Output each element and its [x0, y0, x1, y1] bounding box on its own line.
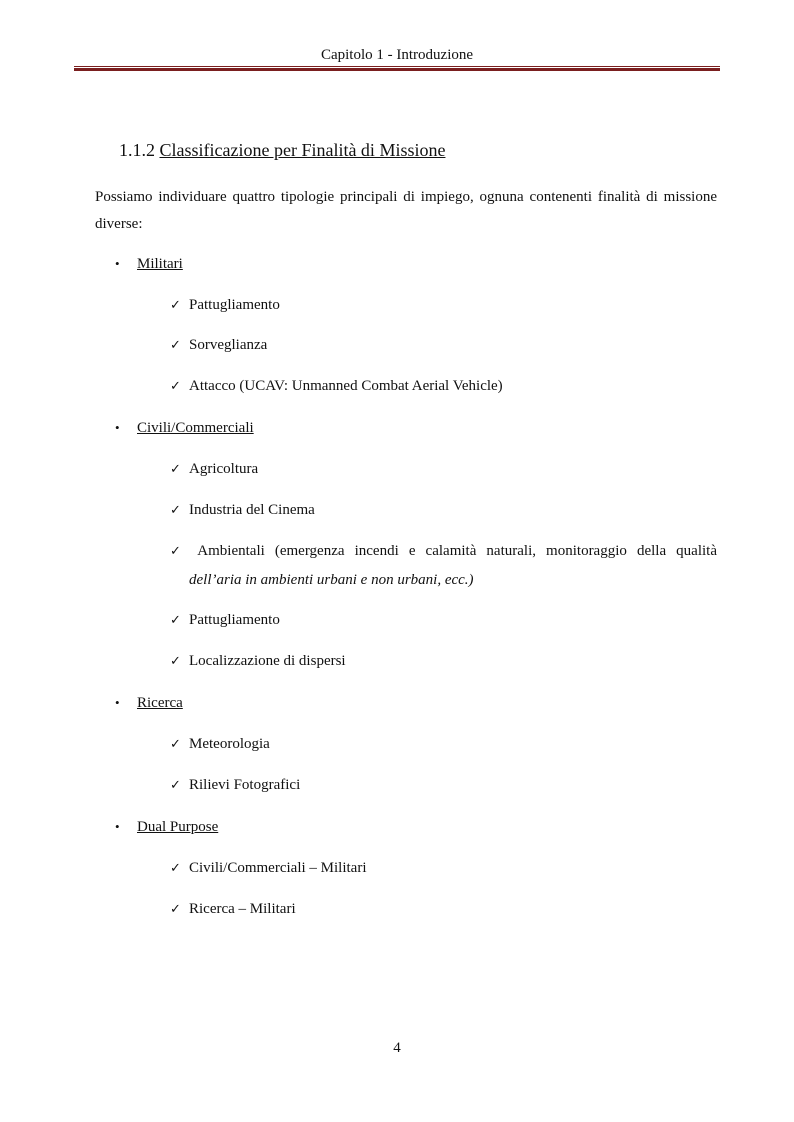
list-item: ✓ Industria del Cinema: [170, 502, 315, 518]
check-icon: ✓: [170, 544, 188, 559]
category-civili-commerciali: [115, 420, 254, 437]
check-icon: ✓: [170, 902, 181, 917]
check-icon: ✓: [170, 379, 181, 394]
category-dual-purpose: [115, 819, 218, 836]
bullet-icon: •: [115, 695, 120, 710]
list-item-ambientali: ✓ Ambientali (emergenza incendi e calamità naturali, monitoraggio della qualità dell’aria in ambienti urbani e non urbani, ecc.): [170, 543, 717, 588]
header-rule-thick: [74, 68, 720, 71]
check-icon: ✓: [170, 462, 181, 477]
list-item: ✓ Agricoltura: [170, 461, 259, 477]
list-item: ✓ Meteorologia: [170, 736, 270, 752]
check-icon: ✓: [170, 737, 181, 752]
list-item: ✓ Pattugliamento: [170, 612, 280, 628]
bullet-icon: •: [115, 256, 120, 271]
category-label: Civili/Commerciali: [137, 420, 254, 436]
check-icon: ✓: [170, 338, 181, 353]
list-item: ✓ Rilievi Fotografici: [170, 777, 301, 793]
header-rule-thin: [74, 66, 720, 67]
category-ricerca: [115, 695, 183, 712]
page-number: 4: [393, 1040, 401, 1056]
category-militari: [115, 256, 183, 273]
check-icon: ✓: [170, 861, 181, 876]
check-icon: ✓: [170, 778, 181, 793]
list-item: ✓ Attacco (UCAV: Unmanned Combat Aerial Vehicle): [170, 378, 503, 394]
list-item: ✓ Pattugliamento: [170, 297, 280, 313]
intro-paragraph: Possiamo individuare quattro tipologie principali di impiego, ognuna contenenti finalità di missione diverse:: [95, 189, 717, 232]
section-number: 1.1.2: [119, 140, 155, 160]
page-header-title: Capitolo 1 - Introduzione: [320, 47, 474, 63]
bullet-icon: •: [115, 819, 120, 834]
section-title: Classificazione per Finalità di Missione: [159, 140, 446, 160]
category-label: Ricerca: [137, 695, 183, 711]
bullet-icon: •: [115, 420, 120, 435]
category-label: Dual Purpose: [137, 819, 219, 835]
category-label: Militari: [137, 256, 183, 272]
list-item: ✓ Localizzazione di dispersi: [170, 653, 346, 669]
check-icon: ✓: [170, 503, 181, 518]
list-item: ✓ Sorveglianza: [170, 337, 268, 353]
list-item: ✓ Civili/Commerciali – Militari: [170, 860, 367, 876]
check-icon: ✓: [170, 613, 181, 628]
check-icon: ✓: [170, 298, 181, 313]
check-icon: ✓: [170, 654, 181, 669]
list-item: ✓ Ricerca – Militari: [170, 901, 296, 917]
section-heading: [119, 140, 445, 161]
